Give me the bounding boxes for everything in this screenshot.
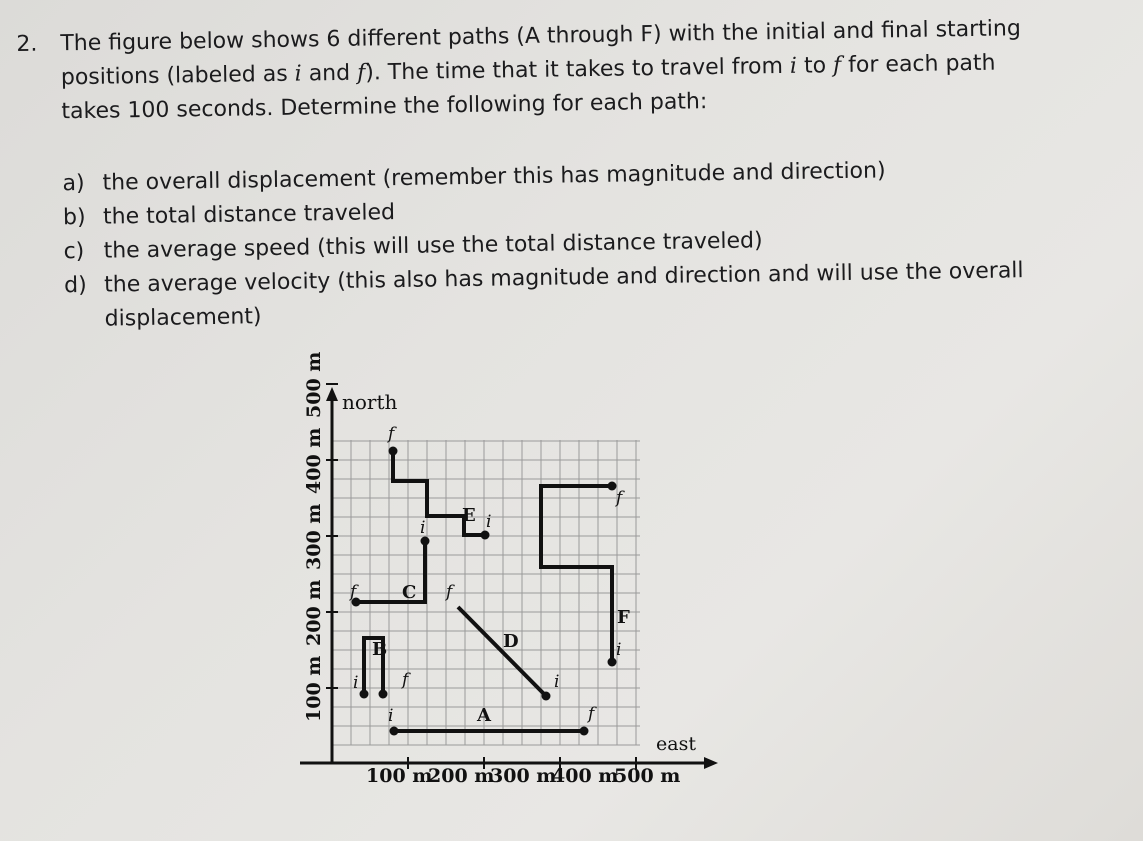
- path-d: [458, 607, 546, 696]
- path-e-initial-label: i: [486, 512, 492, 532]
- path-a-start-dot: [390, 727, 399, 736]
- x-tick-100: 100 m: [366, 765, 433, 787]
- y-tick-300: 300 m: [303, 503, 325, 570]
- path-a-final-label: f: [588, 704, 595, 724]
- east-arrow-icon: [704, 757, 718, 769]
- path-b-initial-label: i: [353, 673, 359, 693]
- path-f-final-label: f: [616, 488, 623, 508]
- north-label: north: [342, 390, 398, 414]
- label-e: E: [462, 505, 476, 526]
- north-arrow-icon: [326, 387, 338, 401]
- path-e-end-dot: [389, 447, 398, 456]
- question-line-2: positions (labeled as i and f). The time that it takes to travel from i to f for each path: [60, 50, 996, 91]
- y-tick-400: 400 m: [303, 427, 325, 494]
- path-d-start-dot: [542, 692, 551, 701]
- x-tick-400: 400 m: [552, 765, 619, 787]
- x-tick-200: 200 m: [428, 765, 495, 787]
- path-d-initial-label: i: [554, 672, 560, 692]
- label-d: D: [503, 631, 519, 652]
- question-line-3: takes 100 seconds. Determine the following for each path:: [61, 89, 708, 125]
- y-tick-200: 200 m: [303, 579, 325, 646]
- path-f-initial-label: i: [616, 640, 622, 660]
- path-c-final-label: f: [350, 582, 357, 602]
- path-b-final-label: f: [402, 670, 409, 690]
- y-tick-100: 100 m: [303, 655, 325, 722]
- path-b-end-dot: [379, 690, 388, 699]
- path-a-end-dot: [580, 727, 589, 736]
- path-d-final-label: f: [446, 582, 453, 602]
- path-b-start-dot: [360, 690, 369, 699]
- x-tick-300: 300 m: [490, 765, 557, 787]
- label-f: F: [617, 607, 630, 628]
- path-c-initial-label: i: [420, 518, 426, 538]
- label-a: A: [477, 705, 491, 726]
- y-tick-500: 500 m: [303, 351, 325, 418]
- label-c: C: [402, 582, 417, 603]
- path-a-initial-label: i: [388, 706, 394, 726]
- paths-figure: [290, 351, 730, 805]
- question-number: 2.: [16, 31, 38, 57]
- label-b: B: [372, 639, 388, 660]
- paths-diagram: [290, 351, 730, 805]
- east-label: east: [656, 733, 696, 755]
- question-line-1: The figure below shows 6 different paths (A through F) with the initial and final starting: [60, 16, 1022, 57]
- question-block: 2. The figure below shows 6 different paths (A through F) with the initial and final starting positions (labeled as i and f). The time that it takes to travel from i to f for each path takes 100 seconds. Determine the following for each path: a) the overall displacement (remember this has magnitude and direction) b) the total distance traveled c) the average speed (this will use the total distance traveled) d) the average velocity (this also has magnitude and direction and will use the overall displacement): [16, 16, 1024, 332]
- x-tick-500: 500 m: [614, 765, 681, 787]
- path-e-final-label: f: [388, 424, 395, 444]
